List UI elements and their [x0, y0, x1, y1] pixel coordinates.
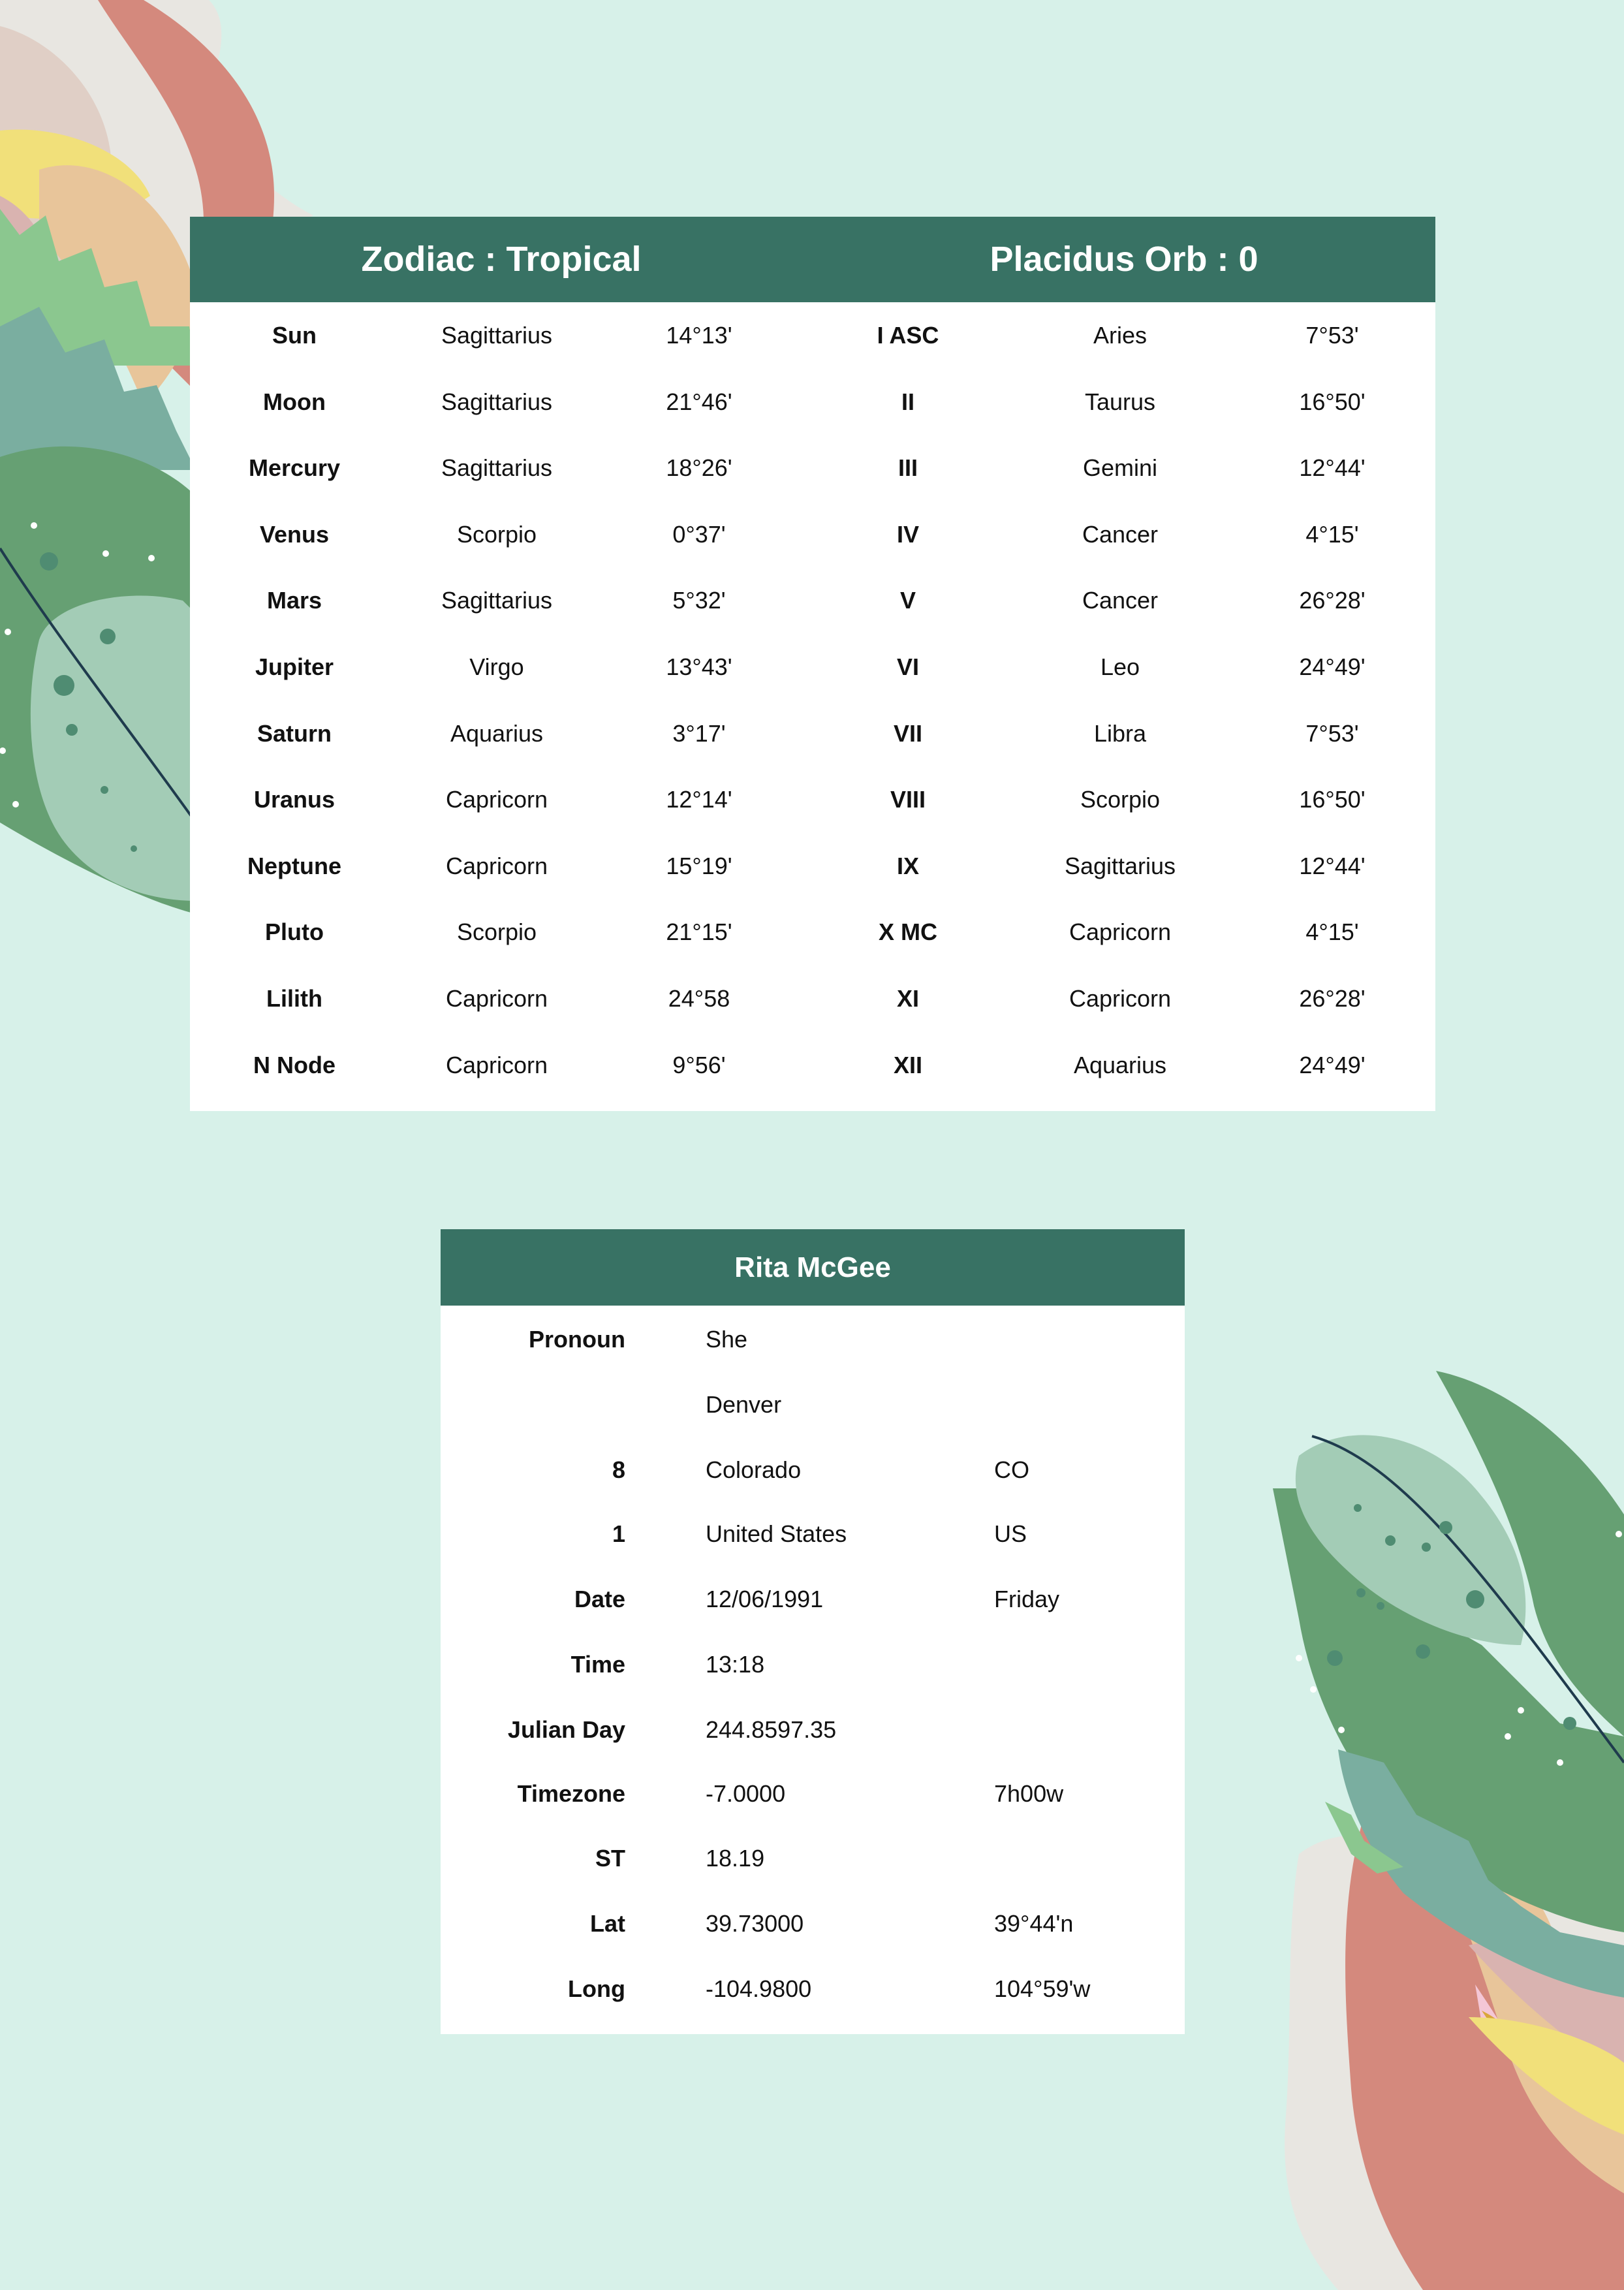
- house-degree: 16°50': [1299, 388, 1366, 415]
- planet-degree: 3°17': [672, 720, 726, 747]
- planet-degree: 15°19': [666, 853, 732, 879]
- table-row: [190, 965, 1435, 1032]
- planet-degree: 9°56': [672, 1052, 726, 1078]
- planet-sign: Scorpio: [456, 521, 537, 548]
- detail-value: -104.9800: [706, 1975, 812, 2002]
- detail-value: United States: [706, 1520, 847, 1547]
- house-name: II: [901, 388, 914, 415]
- chart-table: [190, 217, 1435, 1111]
- planet-name: Saturn: [257, 720, 332, 747]
- table-row: [190, 833, 1435, 900]
- detail-row: [441, 1697, 1185, 1763]
- chart-table-header: [190, 217, 1435, 302]
- planet-sign: Scorpio: [456, 918, 537, 945]
- detail-label: ST: [595, 1845, 625, 1872]
- house-degree: 7°53': [1305, 322, 1359, 349]
- detail-label: Lat: [590, 1910, 625, 1937]
- planet-name: Lilith: [266, 985, 322, 1012]
- planet-sign: Sagittarius: [441, 322, 553, 349]
- detail-row: [441, 1501, 1185, 1567]
- planet-sign: Capricorn: [445, 1052, 548, 1078]
- house-degree: 16°50': [1299, 786, 1366, 813]
- table-row: [190, 501, 1435, 568]
- house-name: VI: [896, 653, 919, 680]
- detail-extra: 104°59'w: [994, 1975, 1091, 2002]
- detail-label: [441, 1372, 625, 1437]
- detail-extra: [994, 1826, 1177, 1891]
- person-details-card: [441, 1229, 1185, 2034]
- house-system-title: Placidus Orb : 0: [990, 240, 1258, 279]
- house-sign: Gemini: [1082, 454, 1158, 481]
- planet-sign: Virgo: [469, 653, 524, 680]
- detail-value: She: [706, 1326, 748, 1353]
- house-sign: Sagittarius: [1064, 853, 1176, 879]
- planet-sign: Capricorn: [445, 786, 548, 813]
- detail-extra: [994, 1307, 1177, 1372]
- house-sign: Taurus: [1084, 388, 1156, 415]
- planet-degree: 24°58: [668, 985, 730, 1012]
- detail-value: 18.19: [706, 1845, 765, 1872]
- zodiac-title: Zodiac : Tropical: [361, 240, 642, 279]
- planet-name: N Node: [253, 1052, 336, 1078]
- detail-extra: US: [994, 1520, 1027, 1547]
- detail-value: 12/06/1991: [706, 1586, 824, 1612]
- planet-degree: 13°43': [666, 653, 732, 680]
- house-degree: 24°49': [1299, 653, 1366, 680]
- detail-label: Pronoun: [529, 1326, 625, 1353]
- planet-degree: 12°14': [666, 786, 732, 813]
- house-sign: Cancer: [1082, 521, 1159, 548]
- detail-row: [441, 1826, 1185, 1891]
- house-degree: 26°28': [1299, 587, 1366, 614]
- house-name: XII: [893, 1052, 922, 1078]
- planet-sign: Sagittarius: [441, 587, 553, 614]
- detail-label: Date: [574, 1586, 625, 1612]
- detail-value: Colorado: [706, 1456, 802, 1483]
- house-sign: Capricorn: [1069, 918, 1172, 945]
- detail-extra: 39°44'n: [994, 1910, 1074, 1937]
- detail-value: 13:18: [706, 1651, 765, 1678]
- house-sign: Capricorn: [1069, 985, 1172, 1012]
- detail-row: [441, 1372, 1185, 1437]
- planet-name: Mercury: [248, 454, 341, 481]
- detail-label: 8: [612, 1456, 625, 1483]
- house-sign: Aquarius: [1073, 1052, 1167, 1078]
- house-name: I ASC: [877, 322, 939, 349]
- house-name: V: [899, 587, 916, 614]
- chart-table-body: [190, 302, 1435, 1111]
- table-row: [190, 567, 1435, 634]
- detail-extra: [994, 1632, 1177, 1697]
- detail-label: Timezone: [517, 1780, 625, 1807]
- planet-sign: Sagittarius: [441, 454, 553, 481]
- table-row: [190, 766, 1435, 833]
- planet-degree: 0°37': [672, 521, 726, 548]
- decorative-leaves-bottom-right: [1273, 1345, 1624, 2290]
- detail-value: 39.73000: [706, 1910, 804, 1937]
- detail-value: Denver: [706, 1391, 782, 1418]
- planet-degree: 14°13': [666, 322, 732, 349]
- detail-row: [441, 1567, 1185, 1632]
- planet-degree: 21°46': [666, 388, 732, 415]
- table-row: [190, 899, 1435, 965]
- person-name: Rita McGee: [441, 1229, 1185, 1306]
- planet-sign: Capricorn: [445, 985, 548, 1012]
- table-row: [190, 302, 1435, 369]
- detail-label: Long: [568, 1975, 625, 2002]
- detail-extra: CO: [994, 1456, 1029, 1483]
- table-row: [190, 1032, 1435, 1099]
- house-name: III: [898, 454, 918, 481]
- house-degree: 4°15': [1305, 918, 1359, 945]
- house-name: IV: [896, 521, 919, 548]
- house-degree: 12°44': [1299, 853, 1366, 879]
- detail-label: 1: [612, 1520, 625, 1547]
- planet-name: Neptune: [247, 853, 341, 879]
- house-sign: Scorpio: [1080, 786, 1161, 813]
- table-row: [190, 700, 1435, 767]
- planet-name: Jupiter: [255, 653, 334, 680]
- house-degree: 12°44': [1299, 454, 1366, 481]
- house-name: XI: [896, 985, 919, 1012]
- detail-row: [441, 1307, 1185, 1372]
- house-name: VIII: [890, 786, 926, 813]
- house-degree: 26°28': [1299, 985, 1366, 1012]
- house-name: VII: [893, 720, 922, 747]
- planet-name: Moon: [263, 388, 326, 415]
- planet-sign: Aquarius: [450, 720, 544, 747]
- detail-row: [441, 1956, 1185, 2022]
- house-sign: Cancer: [1082, 587, 1159, 614]
- planet-degree: 5°32': [672, 587, 726, 614]
- planet-name: Uranus: [253, 786, 336, 813]
- house-name: IX: [896, 853, 919, 879]
- house-degree: 24°49': [1299, 1052, 1366, 1078]
- house-sign: Leo: [1100, 653, 1140, 680]
- detail-row: [441, 1891, 1185, 1956]
- planet-sign: Sagittarius: [441, 388, 553, 415]
- house-name: X MC: [879, 918, 937, 945]
- detail-label: Julian Day: [507, 1716, 625, 1743]
- house-sign: Aries: [1093, 322, 1148, 349]
- table-row: [190, 634, 1435, 700]
- detail-row: [441, 1437, 1185, 1503]
- detail-extra: [994, 1372, 1177, 1437]
- detail-value: 244.8597.35: [706, 1716, 837, 1743]
- planet-degree: 18°26': [666, 454, 732, 481]
- detail-row: [441, 1632, 1185, 1697]
- planet-name: Venus: [259, 521, 330, 548]
- planet-degree: 21°15': [666, 918, 732, 945]
- planet-sign: Capricorn: [445, 853, 548, 879]
- table-row: [190, 435, 1435, 501]
- planet-name: Pluto: [265, 918, 324, 945]
- detail-extra: 7h00w: [994, 1780, 1064, 1807]
- house-degree: 7°53': [1305, 720, 1359, 747]
- detail-extra: [994, 1697, 1177, 1763]
- house-sign: Libra: [1093, 720, 1147, 747]
- house-degree: 4°15': [1305, 521, 1359, 548]
- planet-name: Sun: [272, 322, 317, 349]
- table-row: [190, 369, 1435, 435]
- detail-value: -7.0000: [706, 1780, 786, 1807]
- person-details-body: [441, 1306, 1185, 2034]
- planet-name: Mars: [266, 587, 322, 614]
- detail-row: [441, 1761, 1185, 1827]
- detail-extra: Friday: [994, 1586, 1060, 1612]
- detail-label: Time: [570, 1651, 625, 1678]
